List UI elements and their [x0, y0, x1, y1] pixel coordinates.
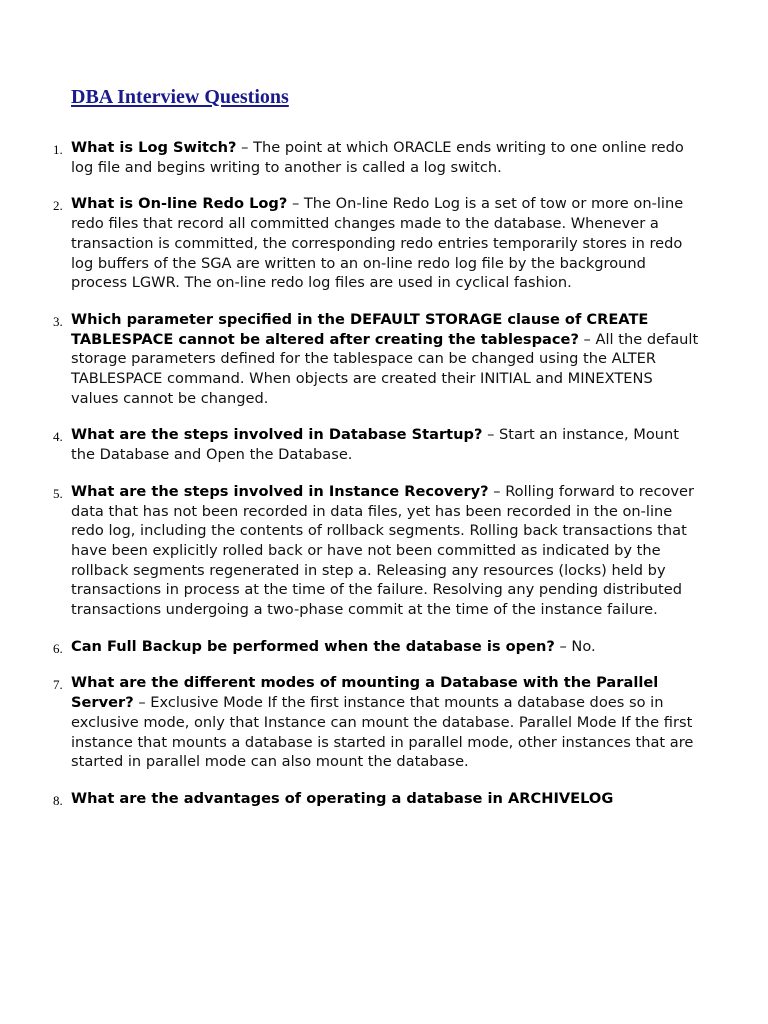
question-text: [71, 425, 701, 464]
question-heading: What are the steps involved in Instance Recovery?: [71, 482, 489, 500]
question-text: [71, 482, 701, 620]
question-item-2: [0, 194, 701, 293]
question-number: 5.: [53, 485, 63, 501]
question-item-1: [0, 138, 701, 177]
question-item-5: [0, 482, 701, 620]
question-item-8: [0, 789, 701, 809]
question-item-6: [0, 637, 701, 657]
question-answer: – All the default storage parameters defined for the tablespace can be changed using the ALTER TABLESPACE command. When objects are created their INITIAL and MINEXTENS values cannot be changed.: [71, 330, 699, 407]
question-number: 3.: [53, 313, 63, 329]
question-answer: – Exclusive Mode If the first instance that mounts a database does so in exclusive mode, only that Instance can mount the database. Parallel Mode If the first instance that mounts a database is started in parallel mode, other instances that are started in parallel mode can also mount the database.: [71, 694, 694, 771]
question-text: [71, 138, 701, 177]
question-item-4: [0, 425, 701, 464]
question-text: [71, 310, 701, 409]
question-item-3: [0, 310, 701, 409]
question-number: 8.: [53, 792, 63, 808]
question-number: 1.: [53, 142, 63, 157]
question-answer: – Rolling forward to recover data that has not been recorded in data files, yet has been recorded in the on-line redo log, including the contents of rollback segments. Rolling back transactions that have been explicitly rolled back or have not been committed as indicated by the rollback segments regenerated in step a. Releasing any resources (locks) held by transactions in process at the time of the failure. Resolving any pending distributed transactions undergoing a two-phase commit at the time of the instance failure.: [71, 482, 695, 619]
question-heading: What are the different modes of mounting a Database with the Parallel Server?: [71, 674, 659, 712]
question-heading: What are the advantages of operating a database in ARCHIVELOG: [71, 789, 614, 807]
question-answer: – Start an instance, Mount the Database and Open the Database.: [71, 426, 679, 464]
question-answer: – No.: [554, 637, 596, 655]
question-number: 4.: [53, 429, 63, 445]
question-heading: What is On-line Redo Log?: [71, 195, 288, 213]
question-heading: What are the steps involved in Database Startup?: [71, 426, 483, 444]
question-text: [71, 637, 701, 657]
page-title: DBA Interview Questions: [71, 86, 289, 108]
question-answer: – The point at which ORACLE ends writing to one online redo log file and begins writing to another is called a log switch.: [71, 139, 684, 176]
question-text: [71, 194, 701, 293]
question-number: 2.: [53, 198, 63, 214]
question-item-7: [0, 673, 701, 772]
question-list: [0, 138, 768, 826]
question-text: [71, 789, 701, 809]
question-heading: Which parameter specified in the DEFAULT STORAGE clause of CREATE TABLESPACE cannot be altered after creating the tablespace?: [71, 310, 649, 348]
question-heading: What is Log Switch?: [71, 139, 237, 156]
question-heading: Can Full Backup be performed when the database is open?: [71, 637, 555, 655]
question-answer: – The On-line Redo Log is a set of tow or more on-line redo files that record all committed changes made to the database. Whenever a transaction is committed, the corresponding redo entries temporarily stores in redo log buffers of the SGA are written to an on-line redo log file by the background process LGWR. The on-line redo log files are used in cyclical fashion.: [71, 195, 684, 292]
question-number: 6.: [53, 640, 63, 656]
question-number: 7.: [53, 677, 63, 693]
question-text: [71, 673, 701, 772]
